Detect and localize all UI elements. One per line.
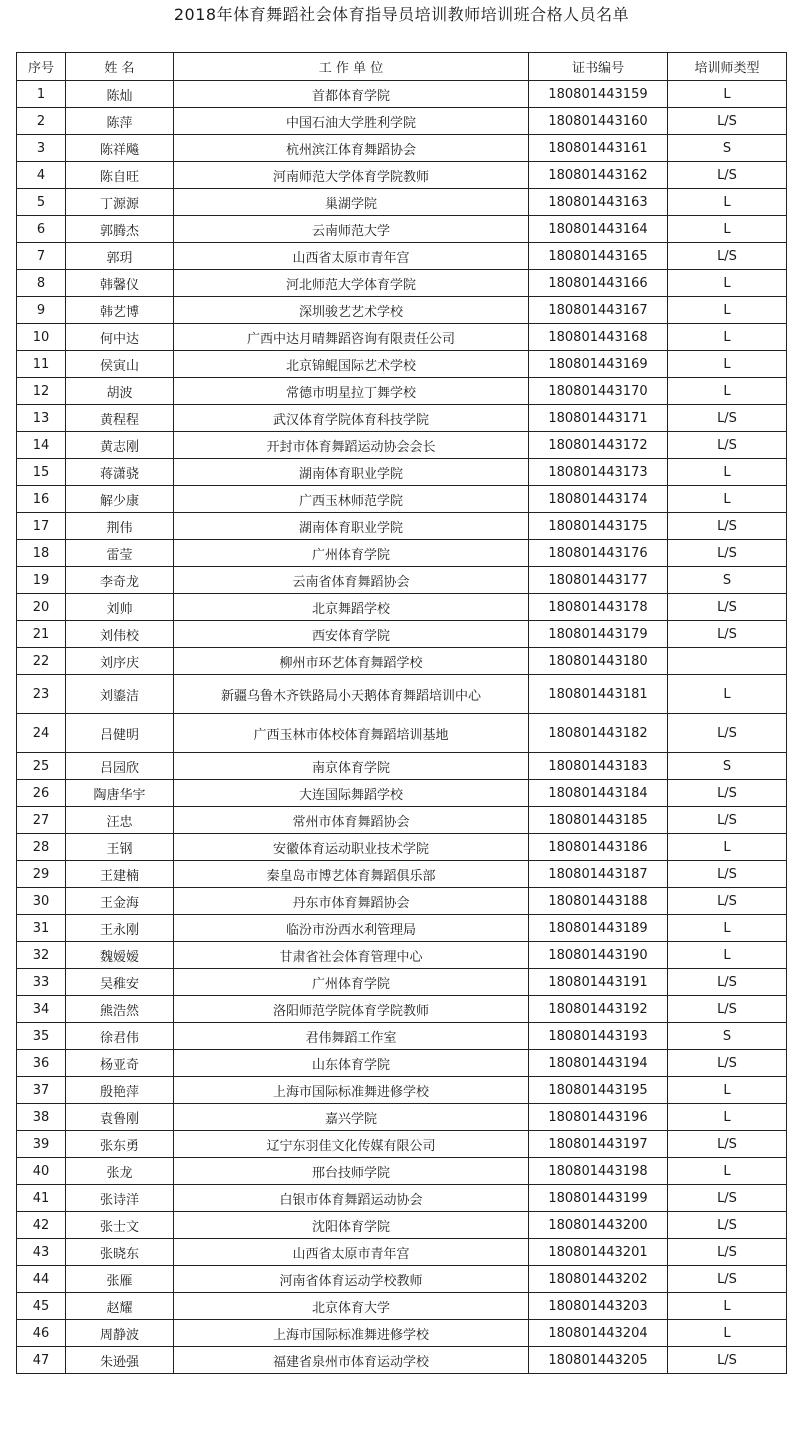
cell-trainer-type: L (668, 270, 787, 297)
cell-serial: 40 (17, 1158, 66, 1185)
table-row (17, 486, 787, 513)
cell-certificate-no: 180801443166 (529, 270, 668, 297)
cell-work-unit: 杭州滨江体育舞蹈协会 (174, 135, 529, 162)
table-row (17, 1347, 787, 1374)
table-row (17, 1077, 787, 1104)
cell-work-unit: 河北师范大学体育学院 (174, 270, 529, 297)
table-row (17, 807, 787, 834)
cell-name: 周静波 (66, 1320, 174, 1347)
cell-certificate-no: 180801443174 (529, 486, 668, 513)
cell-name: 陈灿 (66, 81, 174, 108)
cell-trainer-type: L (668, 1320, 787, 1347)
cell-work-unit: 开封市体育舞蹈运动协会会长 (174, 432, 529, 459)
table-row (17, 1158, 787, 1185)
cell-trainer-type: S (668, 135, 787, 162)
cell-name: 陈自旺 (66, 162, 174, 189)
cell-trainer-type: L/S (668, 969, 787, 996)
table-row (17, 1185, 787, 1212)
cell-name: 熊浩然 (66, 996, 174, 1023)
cell-work-unit: 白银市体育舞蹈运动协会 (174, 1185, 529, 1212)
cell-certificate-no: 180801443199 (529, 1185, 668, 1212)
cell-work-unit: 北京锦鲲国际艺术学校 (174, 351, 529, 378)
cell-name: 汪忠 (66, 807, 174, 834)
cell-name: 胡波 (66, 378, 174, 405)
cell-certificate-no: 180801443168 (529, 324, 668, 351)
cell-serial: 36 (17, 1050, 66, 1077)
cell-certificate-no: 180801443202 (529, 1266, 668, 1293)
cell-name: 张东勇 (66, 1131, 174, 1158)
cell-name: 侯寅山 (66, 351, 174, 378)
cell-work-unit: 常德市明星拉丁舞学校 (174, 378, 529, 405)
table-row (17, 1293, 787, 1320)
cell-serial: 23 (17, 675, 66, 714)
cell-trainer-type: L/S (668, 714, 787, 753)
table-row (17, 108, 787, 135)
table-row (17, 834, 787, 861)
cell-trainer-type: L (668, 486, 787, 513)
cell-trainer-type: S (668, 567, 787, 594)
cell-certificate-no: 180801443169 (529, 351, 668, 378)
cell-certificate-no: 180801443175 (529, 513, 668, 540)
cell-certificate-no: 180801443161 (529, 135, 668, 162)
cell-work-unit: 广西玉林市体校体育舞蹈培训基地 (174, 714, 529, 753)
cell-work-unit: 武汉体育学院体育科技学院 (174, 405, 529, 432)
header-name: 姓 名 (66, 53, 174, 81)
cell-name: 刘帅 (66, 594, 174, 621)
table-row (17, 81, 787, 108)
cell-trainer-type: L (668, 378, 787, 405)
cell-name: 雷莹 (66, 540, 174, 567)
cell-serial: 37 (17, 1077, 66, 1104)
cell-name: 韩艺博 (66, 297, 174, 324)
table-row (17, 861, 787, 888)
table-row (17, 378, 787, 405)
cell-trainer-type: S (668, 753, 787, 780)
cell-certificate-no: 180801443177 (529, 567, 668, 594)
table-row (17, 297, 787, 324)
cell-certificate-no: 180801443193 (529, 1023, 668, 1050)
table-row (17, 1104, 787, 1131)
cell-serial: 44 (17, 1266, 66, 1293)
cell-trainer-type: L (668, 216, 787, 243)
cell-certificate-no: 180801443188 (529, 888, 668, 915)
cell-work-unit: 广西中达月晴舞蹈咨询有限责任公司 (174, 324, 529, 351)
table-row (17, 1050, 787, 1077)
cell-name: 解少康 (66, 486, 174, 513)
cell-serial: 39 (17, 1131, 66, 1158)
cell-trainer-type: L (668, 834, 787, 861)
cell-serial: 47 (17, 1347, 66, 1374)
cell-work-unit: 北京体育大学 (174, 1293, 529, 1320)
cell-work-unit: 洛阳师范学院体育学院教师 (174, 996, 529, 1023)
cell-certificate-no: 180801443201 (529, 1239, 668, 1266)
table-row (17, 1023, 787, 1050)
cell-serial: 13 (17, 405, 66, 432)
cell-name: 丁源源 (66, 189, 174, 216)
header-certificate-no: 证书编号 (529, 53, 668, 81)
table-row (17, 1239, 787, 1266)
cell-serial: 43 (17, 1239, 66, 1266)
cell-work-unit: 丹东市体育舞蹈协会 (174, 888, 529, 915)
cell-name: 吕健明 (66, 714, 174, 753)
cell-trainer-type: L (668, 351, 787, 378)
cell-name: 张诗洋 (66, 1185, 174, 1212)
cell-serial: 2 (17, 108, 66, 135)
cell-certificate-no: 180801443170 (529, 378, 668, 405)
cell-name: 张晓东 (66, 1239, 174, 1266)
table-row (17, 324, 787, 351)
cell-trainer-type: L (668, 1077, 787, 1104)
cell-trainer-type: L/S (668, 243, 787, 270)
cell-certificate-no: 180801443196 (529, 1104, 668, 1131)
cell-name: 张士文 (66, 1212, 174, 1239)
cell-name: 王永刚 (66, 915, 174, 942)
cell-name: 陶唐华宇 (66, 780, 174, 807)
cell-name: 黄志刚 (66, 432, 174, 459)
cell-trainer-type: L/S (668, 861, 787, 888)
header-trainer-type: 培训师类型 (668, 53, 787, 81)
cell-serial: 28 (17, 834, 66, 861)
cell-serial: 21 (17, 621, 66, 648)
cell-certificate-no: 180801443179 (529, 621, 668, 648)
cell-name: 陈萍 (66, 108, 174, 135)
cell-serial: 31 (17, 915, 66, 942)
cell-certificate-no: 180801443186 (529, 834, 668, 861)
table-row (17, 648, 787, 675)
cell-trainer-type: L/S (668, 513, 787, 540)
cell-work-unit: 西安体育学院 (174, 621, 529, 648)
cell-serial: 45 (17, 1293, 66, 1320)
cell-certificate-no: 180801443171 (529, 405, 668, 432)
cell-work-unit: 沈阳体育学院 (174, 1212, 529, 1239)
cell-serial: 17 (17, 513, 66, 540)
table-row (17, 942, 787, 969)
cell-serial: 6 (17, 216, 66, 243)
cell-serial: 26 (17, 780, 66, 807)
cell-certificate-no: 180801443197 (529, 1131, 668, 1158)
cell-certificate-no: 180801443167 (529, 297, 668, 324)
cell-work-unit: 云南师范大学 (174, 216, 529, 243)
cell-work-unit: 山西省太原市青年宫 (174, 1239, 529, 1266)
cell-name: 韩馨仪 (66, 270, 174, 297)
cell-certificate-no: 180801443198 (529, 1158, 668, 1185)
cell-name: 殷艳萍 (66, 1077, 174, 1104)
cell-trainer-type: L (668, 1293, 787, 1320)
cell-trainer-type: L/S (668, 1212, 787, 1239)
table-row (17, 1266, 787, 1293)
cell-work-unit: 山东体育学院 (174, 1050, 529, 1077)
cell-work-unit: 上海市国际标准舞进修学校 (174, 1077, 529, 1104)
cell-name: 荆伟 (66, 513, 174, 540)
cell-name: 蒋潇骁 (66, 459, 174, 486)
cell-name: 王金海 (66, 888, 174, 915)
cell-trainer-type: L (668, 1158, 787, 1185)
cell-trainer-type: L/S (668, 405, 787, 432)
cell-serial: 30 (17, 888, 66, 915)
cell-work-unit: 安徽体育运动职业技术学院 (174, 834, 529, 861)
table-header-row (17, 53, 787, 81)
table-row (17, 135, 787, 162)
cell-serial: 42 (17, 1212, 66, 1239)
cell-work-unit: 巢湖学院 (174, 189, 529, 216)
cell-work-unit: 河南师范大学体育学院教师 (174, 162, 529, 189)
cell-serial: 38 (17, 1104, 66, 1131)
cell-serial: 11 (17, 351, 66, 378)
cell-work-unit: 临汾市汾西水利管理局 (174, 915, 529, 942)
table-row (17, 540, 787, 567)
cell-serial: 12 (17, 378, 66, 405)
cell-work-unit: 首都体育学院 (174, 81, 529, 108)
cell-certificate-no: 180801443203 (529, 1293, 668, 1320)
cell-name: 刘序庆 (66, 648, 174, 675)
cell-serial: 27 (17, 807, 66, 834)
cell-name: 徐君伟 (66, 1023, 174, 1050)
cell-certificate-no: 180801443164 (529, 216, 668, 243)
cell-serial: 33 (17, 969, 66, 996)
table-row (17, 459, 787, 486)
table-row (17, 513, 787, 540)
cell-name: 刘伟校 (66, 621, 174, 648)
cell-certificate-no: 180801443194 (529, 1050, 668, 1077)
cell-serial: 29 (17, 861, 66, 888)
table-row (17, 432, 787, 459)
cell-certificate-no: 180801443185 (529, 807, 668, 834)
cell-trainer-type: L/S (668, 162, 787, 189)
cell-work-unit: 柳州市环艺体育舞蹈学校 (174, 648, 529, 675)
page-title: 2018年体育舞蹈社会体育指导员培训教师培训班合格人员名单 (173, 5, 630, 24)
table-row (17, 888, 787, 915)
cell-name: 杨亚奇 (66, 1050, 174, 1077)
cell-trainer-type: L/S (668, 807, 787, 834)
cell-certificate-no: 180801443183 (529, 753, 668, 780)
cell-serial: 46 (17, 1320, 66, 1347)
cell-certificate-no: 180801443160 (529, 108, 668, 135)
cell-trainer-type: L (668, 324, 787, 351)
cell-certificate-no: 180801443182 (529, 714, 668, 753)
cell-serial: 4 (17, 162, 66, 189)
header-serial: 序号 (17, 53, 66, 81)
cell-trainer-type: L/S (668, 1347, 787, 1374)
cell-name: 黄程程 (66, 405, 174, 432)
cell-serial: 15 (17, 459, 66, 486)
table-row (17, 405, 787, 432)
cell-certificate-no: 180801443173 (529, 459, 668, 486)
cell-work-unit: 深圳骏艺艺术学校 (174, 297, 529, 324)
cell-certificate-no: 180801443176 (529, 540, 668, 567)
cell-certificate-no: 180801443191 (529, 969, 668, 996)
cell-certificate-no: 180801443165 (529, 243, 668, 270)
cell-work-unit: 辽宁东羽佳文化传媒有限公司 (174, 1131, 529, 1158)
table-row (17, 1131, 787, 1158)
cell-work-unit: 广州体育学院 (174, 969, 529, 996)
cell-certificate-no: 180801443200 (529, 1212, 668, 1239)
cell-serial: 34 (17, 996, 66, 1023)
table-row (17, 594, 787, 621)
cell-serial: 22 (17, 648, 66, 675)
cell-trainer-type: L/S (668, 1185, 787, 1212)
cell-serial: 19 (17, 567, 66, 594)
cell-name: 郭玥 (66, 243, 174, 270)
cell-certificate-no: 180801443189 (529, 915, 668, 942)
cell-name: 张雁 (66, 1266, 174, 1293)
cell-work-unit: 广州体育学院 (174, 540, 529, 567)
cell-certificate-no: 180801443192 (529, 996, 668, 1023)
cell-certificate-no: 180801443184 (529, 780, 668, 807)
cell-name: 郭腾杰 (66, 216, 174, 243)
cell-name: 吕园欣 (66, 753, 174, 780)
cell-trainer-type: L/S (668, 594, 787, 621)
cell-trainer-type: L/S (668, 1050, 787, 1077)
cell-serial: 25 (17, 753, 66, 780)
cell-serial: 16 (17, 486, 66, 513)
cell-name: 朱逊强 (66, 1347, 174, 1374)
cell-work-unit: 湖南体育职业学院 (174, 513, 529, 540)
cell-trainer-type: L (668, 915, 787, 942)
table-row (17, 162, 787, 189)
cell-work-unit: 常州市体育舞蹈协会 (174, 807, 529, 834)
cell-certificate-no: 180801443178 (529, 594, 668, 621)
cell-name: 王建楠 (66, 861, 174, 888)
cell-trainer-type (668, 648, 787, 675)
table-row (17, 675, 787, 714)
table-row (17, 780, 787, 807)
cell-trainer-type: L (668, 297, 787, 324)
cell-certificate-no: 180801443205 (529, 1347, 668, 1374)
cell-serial: 32 (17, 942, 66, 969)
table-row (17, 753, 787, 780)
cell-serial: 1 (17, 81, 66, 108)
cell-certificate-no: 180801443190 (529, 942, 668, 969)
cell-work-unit: 北京舞蹈学校 (174, 594, 529, 621)
cell-certificate-no: 180801443195 (529, 1077, 668, 1104)
cell-work-unit: 中国石油大学胜利学院 (174, 108, 529, 135)
cell-work-unit: 嘉兴学院 (174, 1104, 529, 1131)
cell-serial: 5 (17, 189, 66, 216)
table-row (17, 351, 787, 378)
cell-work-unit: 大连国际舞蹈学校 (174, 780, 529, 807)
cell-serial: 35 (17, 1023, 66, 1050)
cell-trainer-type: S (668, 1023, 787, 1050)
table-row (17, 243, 787, 270)
cell-name: 张龙 (66, 1158, 174, 1185)
table-row (17, 1212, 787, 1239)
cell-certificate-no: 180801443204 (529, 1320, 668, 1347)
cell-trainer-type: L/S (668, 108, 787, 135)
table-row (17, 969, 787, 996)
cell-trainer-type: L (668, 81, 787, 108)
cell-serial: 24 (17, 714, 66, 753)
cell-serial: 8 (17, 270, 66, 297)
cell-serial: 7 (17, 243, 66, 270)
cell-work-unit: 甘肃省社会体育管理中心 (174, 942, 529, 969)
cell-work-unit: 云南省体育舞蹈协会 (174, 567, 529, 594)
cell-work-unit: 南京体育学院 (174, 753, 529, 780)
cell-name: 魏嫒嫒 (66, 942, 174, 969)
cell-work-unit: 湖南体育职业学院 (174, 459, 529, 486)
cell-trainer-type: L/S (668, 1239, 787, 1266)
cell-serial: 18 (17, 540, 66, 567)
cell-trainer-type: L/S (668, 996, 787, 1023)
cell-trainer-type: L (668, 189, 787, 216)
cell-name: 刘鎏洁 (66, 675, 174, 714)
cell-name: 陈祥飚 (66, 135, 174, 162)
cell-trainer-type: L (668, 459, 787, 486)
header-work-unit: 工 作 单 位 (174, 53, 529, 81)
cell-name: 袁鲁刚 (66, 1104, 174, 1131)
table-row (17, 189, 787, 216)
cell-certificate-no: 180801443181 (529, 675, 668, 714)
cell-certificate-no: 180801443163 (529, 189, 668, 216)
cell-trainer-type: L/S (668, 621, 787, 648)
cell-trainer-type: L/S (668, 888, 787, 915)
table-row (17, 1320, 787, 1347)
cell-work-unit: 山西省太原市青年宫 (174, 243, 529, 270)
cell-trainer-type: L/S (668, 1131, 787, 1158)
cell-work-unit: 秦皇岛市博艺体育舞蹈俱乐部 (174, 861, 529, 888)
cell-certificate-no: 180801443180 (529, 648, 668, 675)
cell-work-unit: 福建省泉州市体育运动学校 (174, 1347, 529, 1374)
table-row (17, 567, 787, 594)
cell-name: 赵耀 (66, 1293, 174, 1320)
cell-name: 吴稚安 (66, 969, 174, 996)
cell-serial: 9 (17, 297, 66, 324)
cell-serial: 41 (17, 1185, 66, 1212)
roster-table (16, 52, 787, 1374)
cell-serial: 20 (17, 594, 66, 621)
cell-certificate-no: 180801443172 (529, 432, 668, 459)
table-row (17, 216, 787, 243)
cell-trainer-type: L (668, 942, 787, 969)
cell-work-unit: 君伟舞蹈工作室 (174, 1023, 529, 1050)
cell-serial: 3 (17, 135, 66, 162)
cell-work-unit: 邢台技师学院 (174, 1158, 529, 1185)
table-body (17, 81, 787, 1374)
cell-name: 李奇龙 (66, 567, 174, 594)
cell-serial: 14 (17, 432, 66, 459)
cell-work-unit: 广西玉林师范学院 (174, 486, 529, 513)
cell-trainer-type: L/S (668, 780, 787, 807)
cell-certificate-no: 180801443187 (529, 861, 668, 888)
cell-certificate-no: 180801443162 (529, 162, 668, 189)
cell-name: 何中达 (66, 324, 174, 351)
table-row (17, 996, 787, 1023)
cell-serial: 10 (17, 324, 66, 351)
table-row (17, 270, 787, 297)
cell-trainer-type: L/S (668, 540, 787, 567)
cell-work-unit: 河南省体育运动学校教师 (174, 1266, 529, 1293)
cell-name: 王钢 (66, 834, 174, 861)
table-row (17, 915, 787, 942)
table-row (17, 621, 787, 648)
cell-work-unit: 上海市国际标准舞进修学校 (174, 1320, 529, 1347)
cell-trainer-type: L/S (668, 1266, 787, 1293)
table-row (17, 714, 787, 753)
cell-trainer-type: L (668, 1104, 787, 1131)
cell-work-unit: 新疆乌鲁木齐铁路局小天鹅体育舞蹈培训中心 (174, 675, 529, 714)
cell-trainer-type: L (668, 675, 787, 714)
cell-certificate-no: 180801443159 (529, 81, 668, 108)
cell-trainer-type: L/S (668, 432, 787, 459)
